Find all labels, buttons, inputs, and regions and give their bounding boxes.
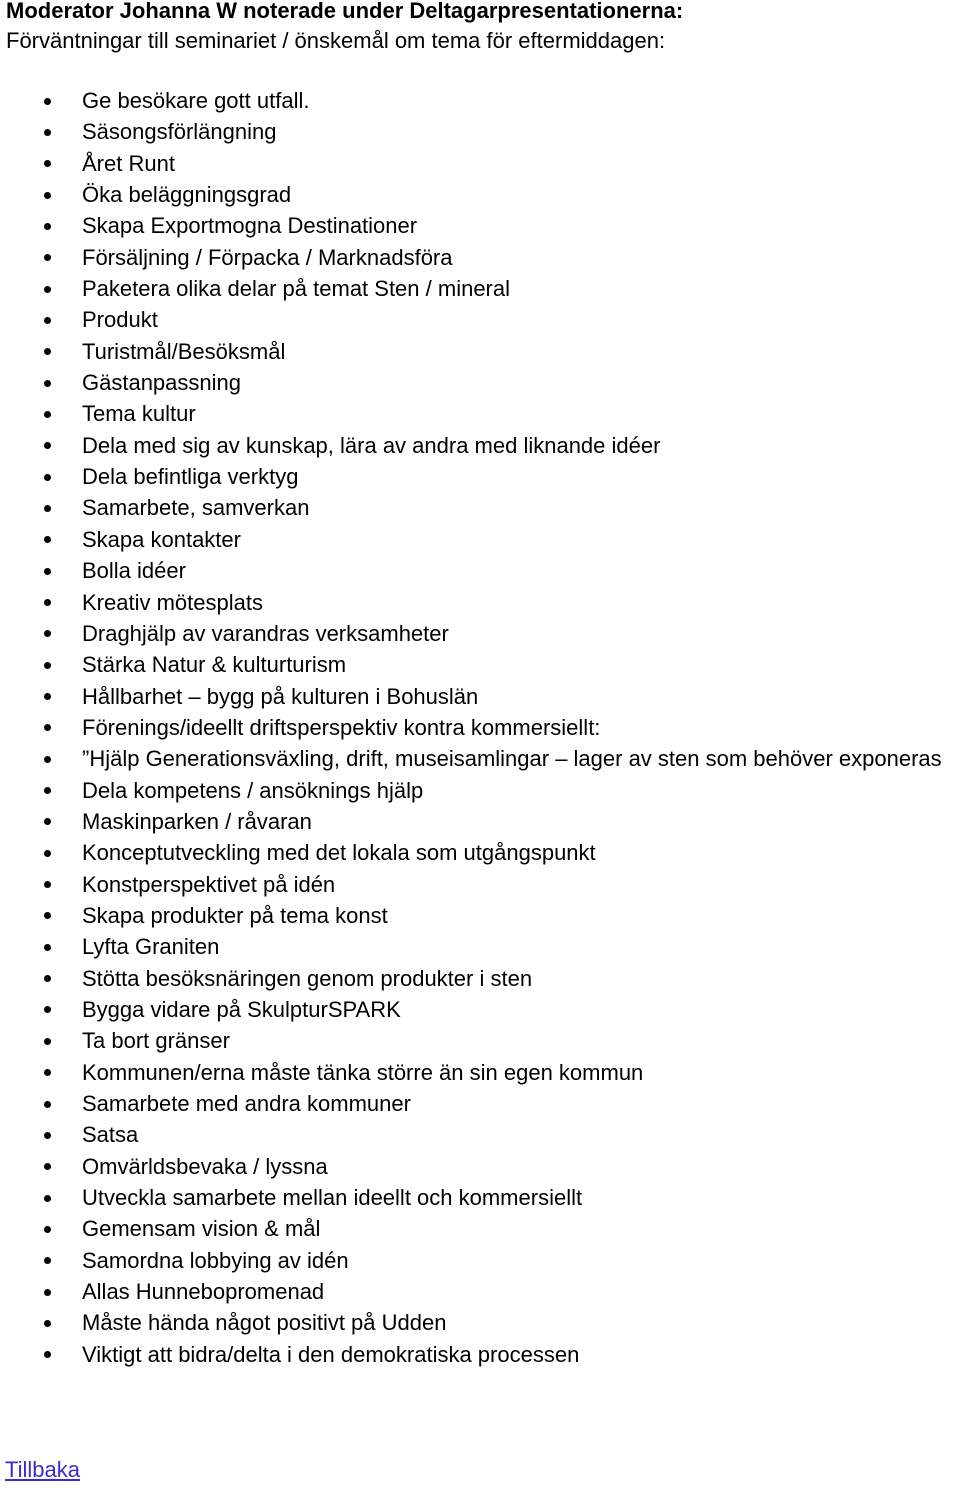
list-item-text: Ge besökare gott utfall. bbox=[82, 88, 310, 113]
bullet-dot-icon bbox=[44, 411, 51, 418]
bullet-dot-icon bbox=[44, 1351, 51, 1358]
list-item bbox=[0, 1057, 960, 1088]
bullet-dot-icon bbox=[44, 505, 51, 512]
bullet-dot-icon bbox=[44, 1006, 51, 1013]
list-item-text: Draghjälp av varandras verksamheter bbox=[82, 620, 449, 646]
list-item bbox=[0, 524, 960, 555]
list-item bbox=[0, 775, 960, 806]
list-item bbox=[0, 743, 960, 774]
list-item bbox=[0, 210, 960, 241]
list-item bbox=[0, 367, 960, 398]
list-item bbox=[0, 869, 960, 900]
list-item bbox=[0, 336, 960, 367]
bullet-dot-icon bbox=[44, 756, 51, 763]
list-item bbox=[0, 116, 960, 147]
list-item bbox=[0, 806, 960, 837]
list-item bbox=[0, 1151, 960, 1182]
list-item bbox=[0, 492, 960, 523]
bullet-dot-icon bbox=[44, 1163, 51, 1170]
list-item-text: Dela kompetens / ansöknings hjälp bbox=[82, 777, 424, 803]
list-item bbox=[0, 931, 960, 962]
list-item-text: Dela med sig av kunskap, lära av andra med liknande idéer bbox=[82, 432, 661, 458]
list-item-text: Utveckla samarbete mellan ideellt och kommersiellt bbox=[82, 1185, 583, 1211]
bullet-dot-icon bbox=[44, 599, 51, 606]
bullet-dot-icon bbox=[44, 1320, 51, 1327]
bullet-dot-icon bbox=[44, 129, 51, 136]
list-item bbox=[0, 398, 960, 429]
list-item bbox=[0, 994, 960, 1025]
bullet-dot-icon bbox=[44, 1132, 51, 1139]
list-item bbox=[0, 179, 960, 210]
expectations-subheading: Förväntningar till seminariet / önskemål om tema för eftermiddagen: bbox=[6, 28, 666, 53]
list-item-text: Försäljning / Förpacka / Marknadsföra bbox=[82, 244, 453, 270]
list-item-text: Konstperspektivet på idén bbox=[82, 871, 336, 897]
list-item-text: Stärka Natur & kulturturism bbox=[82, 652, 347, 678]
bullet-dot-icon bbox=[44, 348, 51, 355]
list-item bbox=[0, 1339, 960, 1370]
list-item bbox=[0, 1245, 960, 1276]
bullet-dot-icon bbox=[44, 223, 51, 230]
list-item-text: Bygga vidare på SkulpturSPARK bbox=[82, 996, 401, 1022]
bullet-dot-icon bbox=[44, 317, 51, 324]
list-item-text: Viktigt att bidra/delta i den demokratiska processen bbox=[82, 1341, 580, 1367]
list-item bbox=[0, 1119, 960, 1150]
bullet-dot-icon bbox=[44, 662, 51, 669]
bullet-dot-icon bbox=[44, 380, 51, 387]
list-item-text: Skapa Exportmogna Destinationer bbox=[82, 213, 418, 239]
back-link[interactable]: Tillbaka bbox=[5, 1457, 80, 1482]
list-item-text: Gemensam vision & mål bbox=[82, 1216, 321, 1242]
list-item bbox=[0, 1025, 960, 1056]
bullet-dot-icon bbox=[44, 975, 51, 982]
list-item-text: Stötta besöksnäringen genom produkter i sten bbox=[82, 965, 533, 991]
list-item bbox=[0, 430, 960, 461]
bullet-dot-icon bbox=[44, 98, 51, 105]
list-item bbox=[0, 304, 960, 335]
list-item-text: Produkt bbox=[82, 307, 158, 333]
list-item bbox=[0, 712, 960, 743]
bullet-dot-icon bbox=[44, 474, 51, 481]
bullet-dot-icon bbox=[44, 160, 51, 167]
list-item-text: Tema kultur bbox=[82, 401, 196, 427]
list-item bbox=[0, 1213, 960, 1244]
list-item-text: Omvärldsbevaka / lyssna bbox=[82, 1153, 328, 1179]
list-item-text: Satsa bbox=[82, 1122, 139, 1148]
bullet-dot-icon bbox=[44, 1257, 51, 1264]
bullet-dot-icon bbox=[44, 630, 51, 637]
list-item bbox=[0, 85, 960, 116]
list-item-text: Hållbarhet – bygg på kulturen i Bohuslän bbox=[82, 683, 479, 709]
list-item bbox=[0, 963, 960, 994]
list-item-text: Turistmål/Besöksmål bbox=[82, 338, 286, 364]
bullet-dot-icon bbox=[44, 1195, 51, 1202]
list-item-text: ”Hjälp Generationsväxling, drift, museisamlingar – lager av sten som behöver exponeras bbox=[82, 746, 942, 772]
list-item-text: Maskinparken / råvaran bbox=[82, 808, 312, 834]
list-item-text: Samarbete med andra kommuner bbox=[82, 1091, 411, 1116]
bullet-dot-icon bbox=[44, 536, 51, 543]
bullet-dot-icon bbox=[44, 568, 51, 575]
bullet-dot-icon bbox=[44, 693, 51, 700]
list-item-text: Kommunen/erna måste tänka större än sin egen kommun bbox=[82, 1059, 644, 1085]
list-item bbox=[0, 1182, 960, 1213]
list-item bbox=[0, 1307, 960, 1338]
list-item bbox=[0, 618, 960, 649]
bullet-dot-icon bbox=[44, 1101, 51, 1108]
list-item-text: Lyfta Graniten bbox=[82, 934, 220, 960]
list-item bbox=[0, 555, 960, 586]
list-item bbox=[0, 461, 960, 492]
bullet-dot-icon bbox=[44, 254, 51, 261]
list-item-text: Kreativ mötesplats bbox=[82, 589, 263, 615]
list-item-text: Säsongsförlängning bbox=[82, 119, 277, 145]
list-item-text: Förenings/ideellt driftsperspektiv kontra kommersiellt: bbox=[82, 714, 601, 740]
list-item bbox=[0, 273, 960, 304]
list-item-text: Öka beläggningsgrad bbox=[82, 182, 292, 208]
bullet-dot-icon bbox=[44, 912, 51, 919]
bullet-dot-icon bbox=[44, 1226, 51, 1233]
list-item bbox=[0, 681, 960, 712]
list-item-text: Måste hända något positivt på Udden bbox=[82, 1310, 447, 1336]
list-item-text: Dela befintliga verktyg bbox=[82, 464, 299, 490]
list-item bbox=[0, 242, 960, 273]
list-item-text: Skapa produkter på tema konst bbox=[82, 902, 388, 928]
list-item-text: Konceptutveckling med det lokala som utgångspunkt bbox=[82, 840, 596, 866]
list-item-text: Samarbete, samverkan bbox=[82, 495, 310, 521]
bullet-dot-icon bbox=[44, 286, 51, 293]
bullet-dot-icon bbox=[44, 1038, 51, 1045]
bullet-dot-icon bbox=[44, 442, 51, 449]
list-item bbox=[0, 1088, 960, 1119]
list-item-text: Allas Hunnebopromenad bbox=[82, 1279, 325, 1305]
list-item-text: Bolla idéer bbox=[82, 558, 186, 584]
bullet-dot-icon bbox=[44, 1289, 51, 1296]
list-item bbox=[0, 148, 960, 179]
list-item bbox=[0, 1276, 960, 1307]
list-item bbox=[0, 837, 960, 868]
bullet-dot-icon bbox=[44, 850, 51, 857]
bullet-dot-icon bbox=[44, 787, 51, 794]
bullet-dot-icon bbox=[44, 192, 51, 199]
list-item-text: Året Runt bbox=[82, 150, 175, 176]
list-item bbox=[0, 900, 960, 931]
list-item-text: Paketera olika delar på temat Sten / mineral bbox=[82, 276, 511, 302]
moderator-heading: Moderator Johanna W noterade under Deltagarpresentationerna: bbox=[6, 0, 684, 23]
bullet-dot-icon bbox=[44, 724, 51, 731]
bullet-dot-icon bbox=[44, 881, 51, 888]
list-item bbox=[0, 587, 960, 618]
list-item-text: Skapa kontakter bbox=[82, 526, 241, 552]
bullet-dot-icon bbox=[44, 1069, 51, 1076]
list-item bbox=[0, 649, 960, 680]
bullet-dot-icon bbox=[44, 818, 51, 825]
expectations-list bbox=[0, 85, 960, 1370]
list-item-text: Ta bort gränser bbox=[82, 1028, 230, 1054]
list-item-text: Samordna lobbying av idén bbox=[82, 1247, 349, 1273]
list-item-text: Gästanpassning bbox=[82, 370, 241, 396]
bullet-dot-icon bbox=[44, 944, 51, 951]
